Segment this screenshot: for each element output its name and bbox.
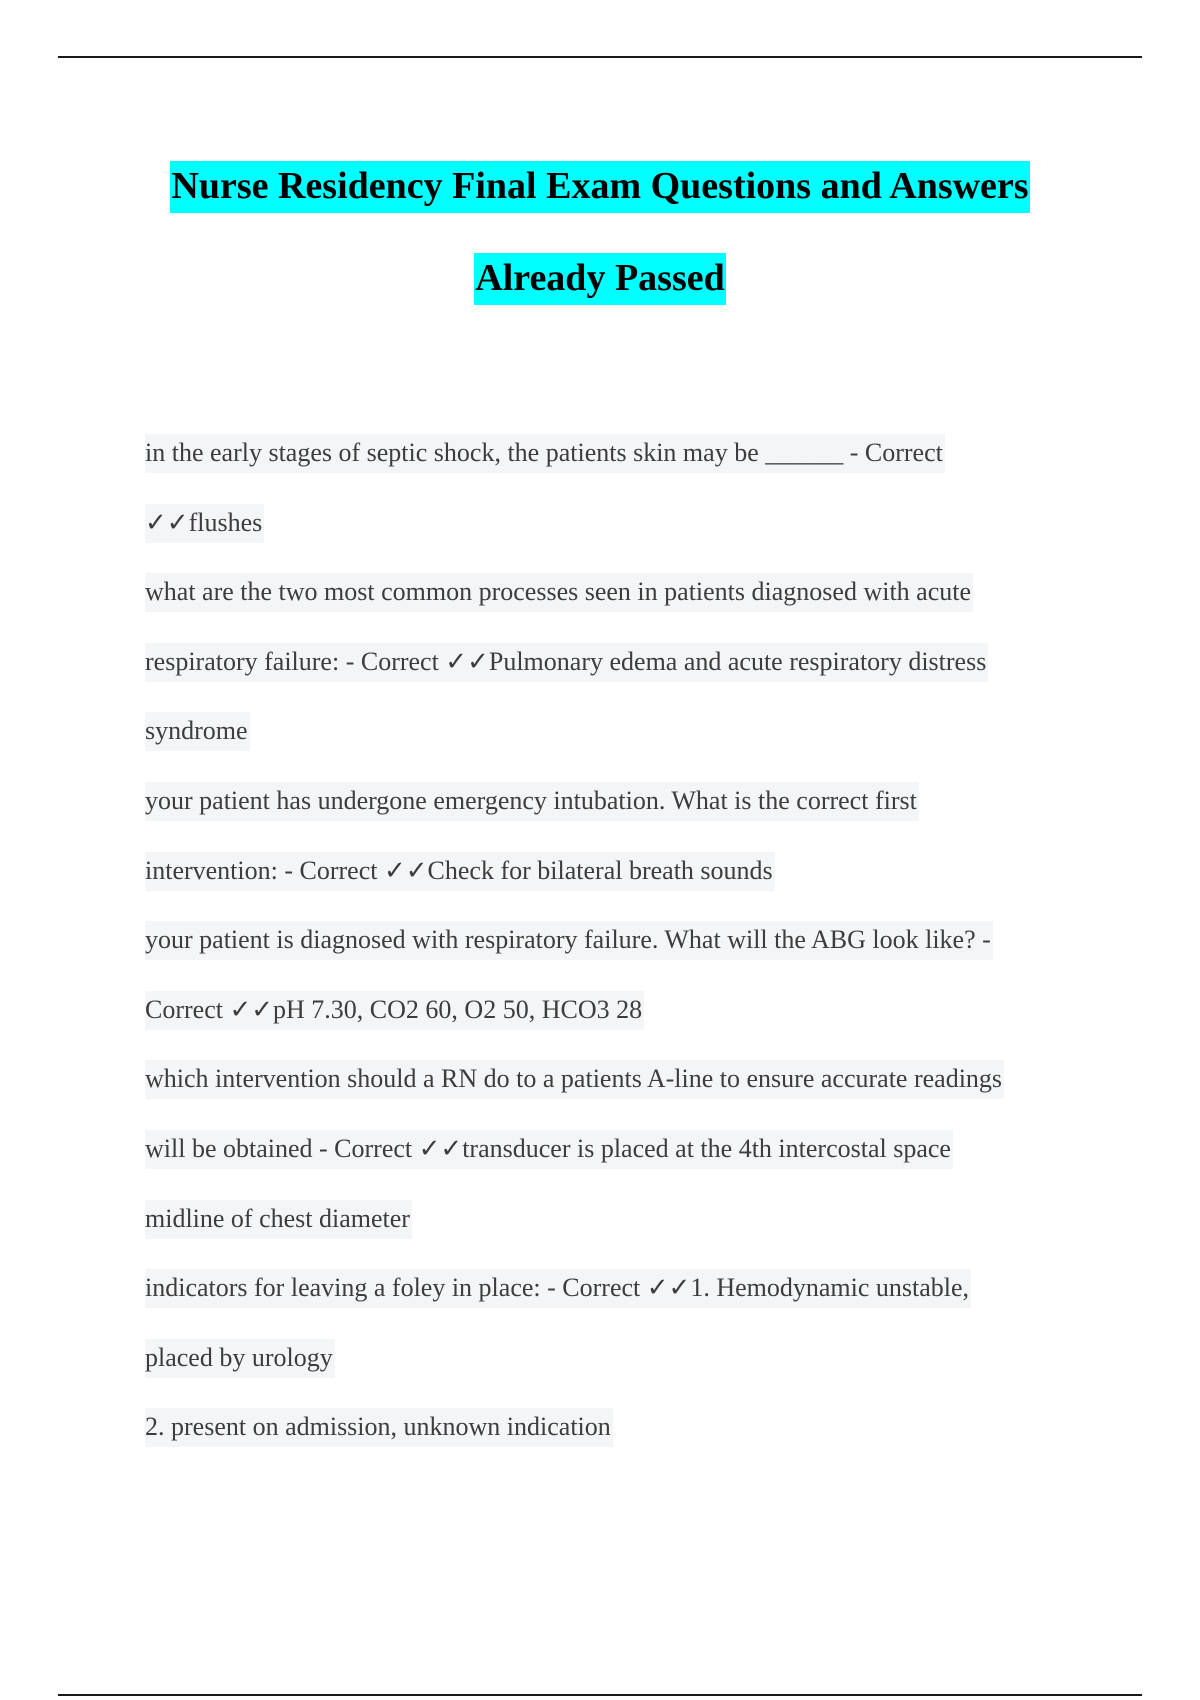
body-line: [145, 557, 1085, 627]
document-title: [0, 140, 1200, 324]
body-line-text: 2. present on admission, unknown indication: [145, 1408, 613, 1447]
body-line-text: your patient has undergone emergency intubation. What is the correct first: [145, 782, 919, 821]
body-line: [145, 1044, 1085, 1114]
document-body: [145, 418, 1085, 1462]
body-line: [145, 766, 1085, 836]
body-line-text: respiratory failure: - Correct ✓✓Pulmonary edema and acute respiratory distress: [145, 643, 988, 682]
body-line: [145, 627, 1085, 697]
body-line: [145, 1114, 1085, 1184]
title-line-1: [0, 140, 1200, 232]
body-line-text: in the early stages of septic shock, the patients skin may be ______ - Correct: [145, 434, 945, 473]
body-line-text: which intervention should a RN do to a patients A-line to ensure accurate readings: [145, 1060, 1004, 1099]
body-line: [145, 1184, 1085, 1254]
body-line: [145, 836, 1085, 906]
title-line-2: [0, 232, 1200, 324]
body-line-text: syndrome: [145, 712, 250, 751]
body-line-text: indicators for leaving a foley in place: - Correct ✓✓1. Hemodynamic unstable,: [145, 1269, 971, 1308]
body-line-text: your patient is diagnosed with respiratory failure. What will the ABG look like? -: [145, 921, 993, 960]
body-line: [145, 1253, 1085, 1323]
body-line: [145, 975, 1085, 1045]
footer-rule: [58, 1694, 1142, 1696]
body-line: [145, 905, 1085, 975]
body-line-text: will be obtained - Correct ✓✓transducer is placed at the 4th intercostal space: [145, 1130, 953, 1169]
body-line: [145, 1323, 1085, 1393]
body-line: [145, 696, 1085, 766]
body-line: [145, 1392, 1085, 1462]
body-line-text: what are the two most common processes seen in patients diagnosed with acute: [145, 573, 973, 612]
body-line-text: intervention: - Correct ✓✓Check for bilateral breath sounds: [145, 852, 775, 891]
body-line-text: midline of chest diameter: [145, 1200, 412, 1239]
title-text-2: Already Passed: [474, 253, 725, 305]
header-rule: [58, 56, 1142, 58]
body-line: [145, 418, 1085, 488]
title-text-1: Nurse Residency Final Exam Questions and Answers: [170, 161, 1029, 213]
body-line-text: ✓✓flushes: [145, 504, 264, 543]
body-line-text: placed by urology: [145, 1339, 335, 1378]
body-line: [145, 488, 1085, 558]
body-line-text: Correct ✓✓pH 7.30, CO2 60, O2 50, HCO3 28: [145, 991, 644, 1030]
